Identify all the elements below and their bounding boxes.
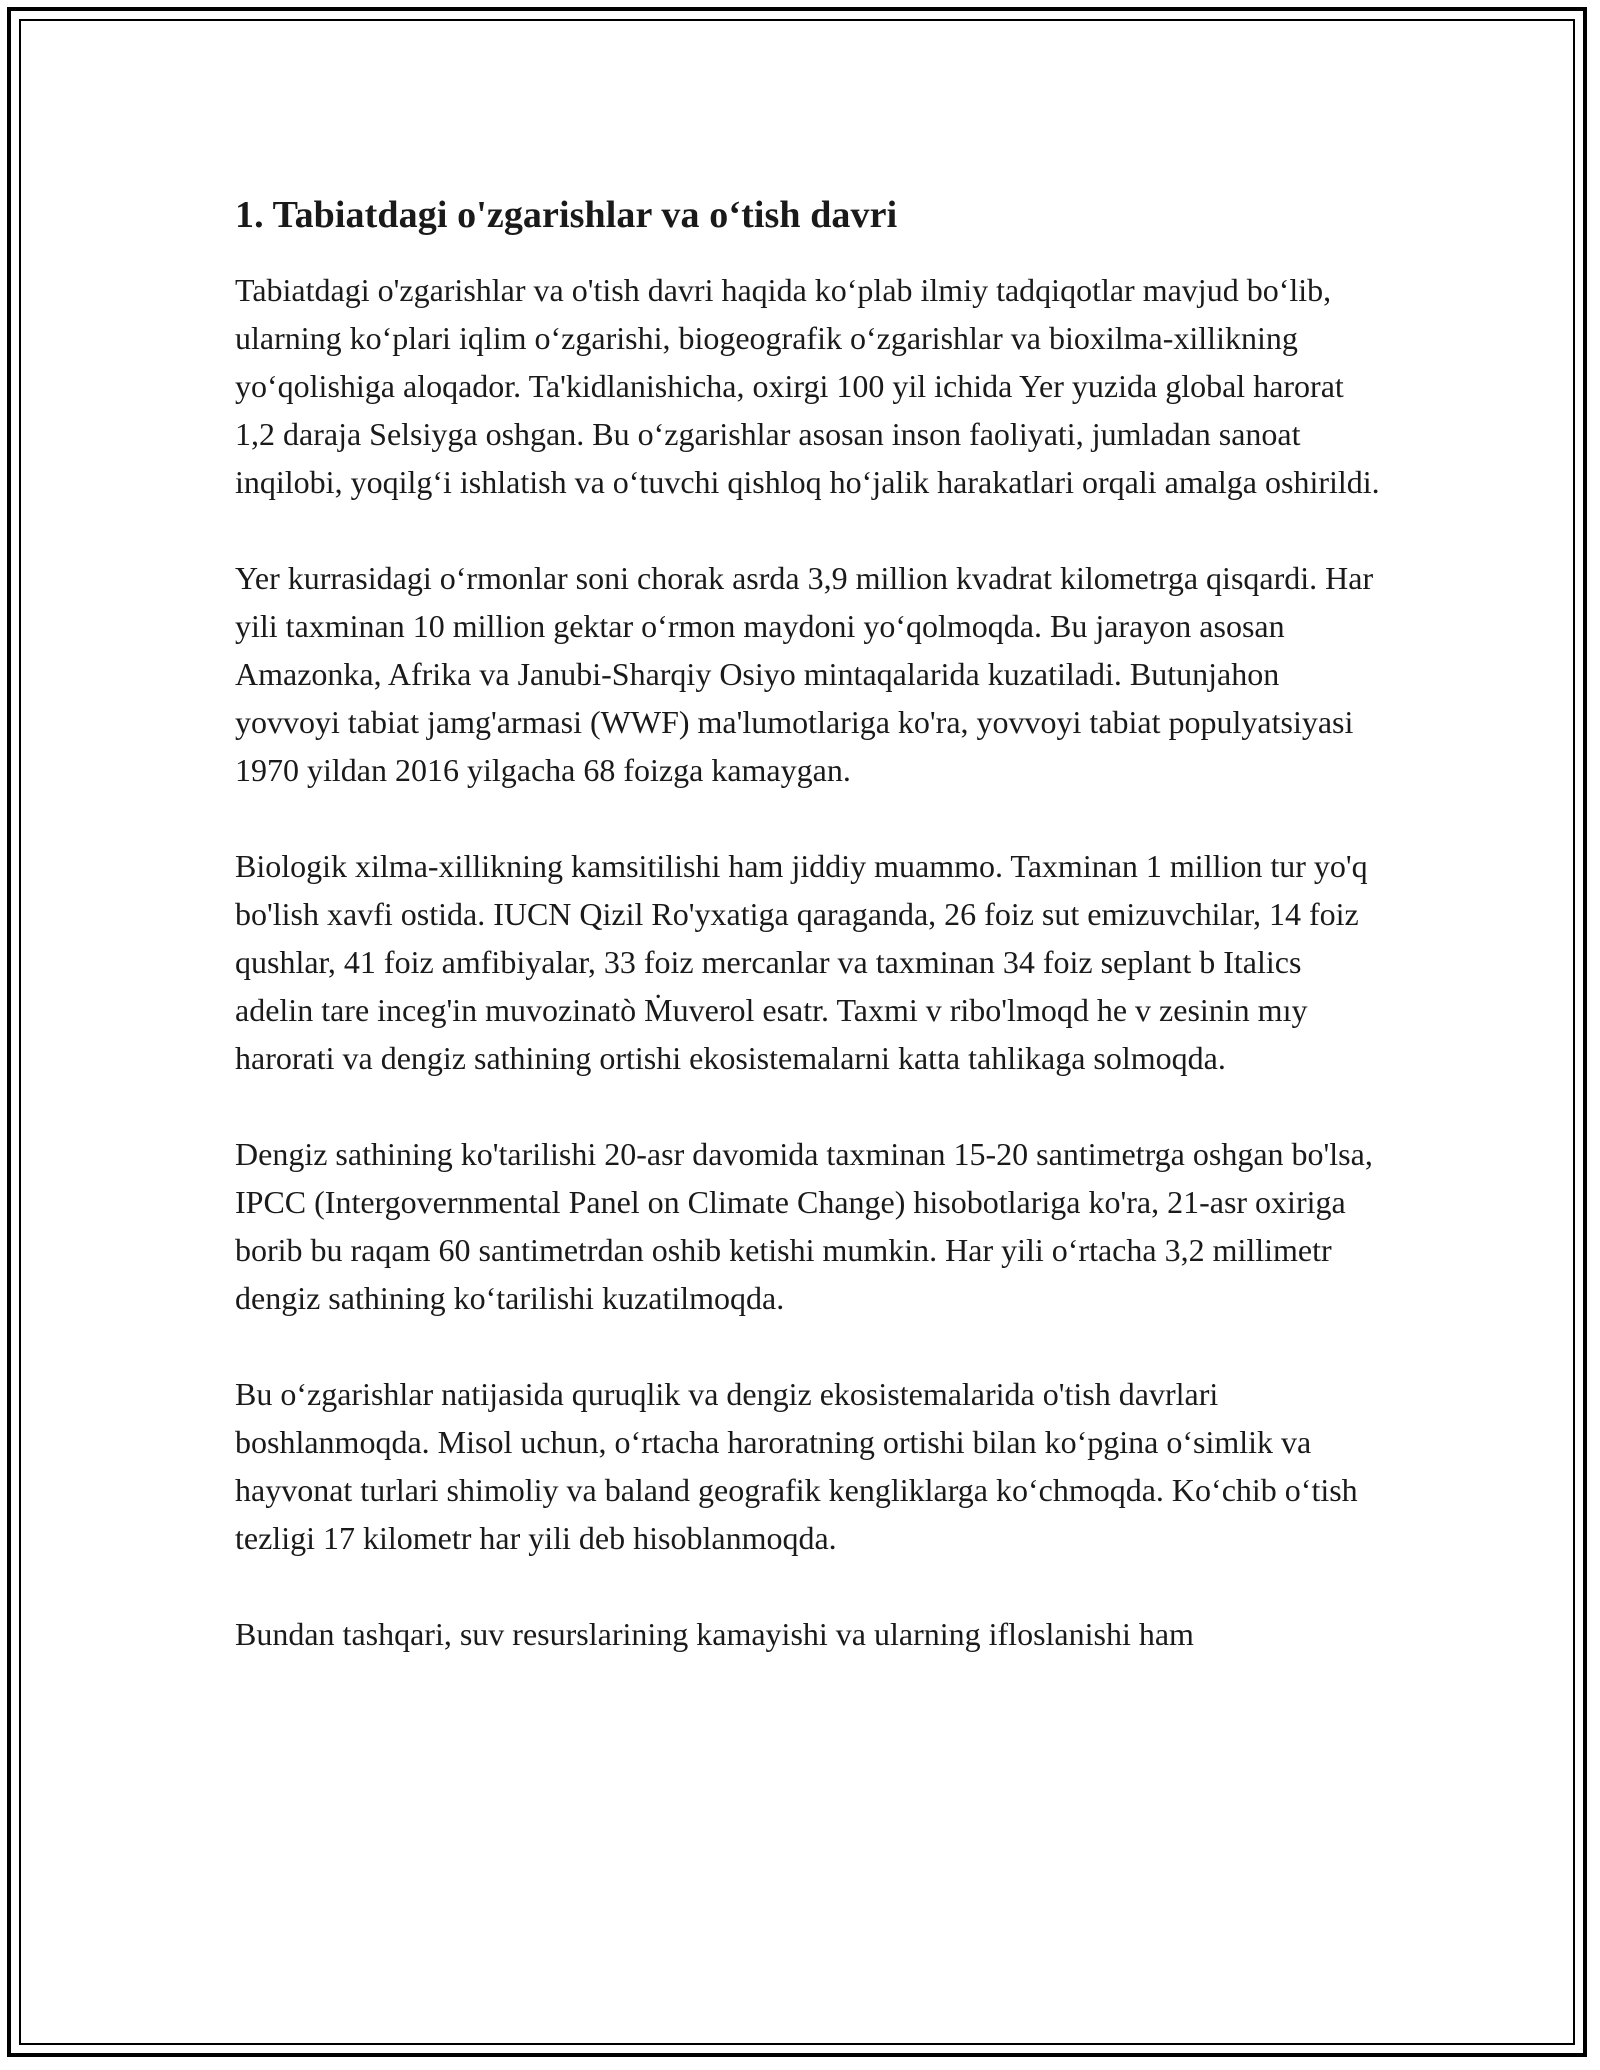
paragraph-sea-level: Dengiz sathining ko'tarilishi 20-asr davomida taxminan 15-20 santimetrga oshgan bo'lsa, IPCC (Intergovernmental Panel on Climate Change) hisobotlariga ko'ra, 21-asr oxiriga borib bu raqam 60 santimetrdan oshib ketishi mumkin. Har yili o‘rtacha 3,2 millimetr dengiz sathining ko‘tarilishi kuzatilmoqda.: [235, 1136, 1373, 1316]
paragraph-water-resources: Bundan tashqari, suv resurslarining kamayishi va ularning ifloslanishi ham: [235, 1616, 1194, 1652]
paragraph-ecosystem-transition: Bu o‘zgarishlar natijasida quruqlik va dengiz ekosistemalarida o'tish davrlari boshlanmoqda. Misol uchun, o‘rtacha haroratning ortishi bilan ko‘pgina o‘simlik va hayvonat turlari shimoliy va baland geografik kengliklarga ko‘chmoqda. Ko‘chib o‘tish tezligi 17 kilometr har yili deb hisoblanmoqda.: [235, 1376, 1358, 1556]
document-body: [235, 190, 1385, 1706]
paragraph-biodiversity: Biologik xilma-xillikning kamsitilishi ham jiddiy muammo. Taxminan 1 million tur yo'q bo'lish xavfi ostida. IUCN Qizil Ro'yxatiga qaraganda, 26 foiz sut emizuvchilar, 14 foiz qushlar, 41 foiz amfibiyalar, 33 foiz mercanlar va taxminan 34 foiz seplant b Italics adelin tare inceg'in muvozinatò Ṁuverol esatr. Taxmi v ribo'lmoqd he v zesinin mıy harorati va dengiz sathining ortishi ekosistemalarni katta tahlikaga solmoqda.: [235, 848, 1368, 1076]
section-heading: 1. Tabiatdagi o'zgarishlar va o‘tish davri: [235, 194, 898, 236]
paragraph-forests: Yer kurrasidagi o‘rmonlar soni chorak asrda 3,9 million kvadrat kilometrga qisqardi. Har yili taxminan 10 million gektar o‘rmon maydoni yo‘qolmoqda. Bu jarayon asosan Amazonka, Afrika va Janubi-Sharqiy Osiyo mintaqalarida kuzatiladi. Butunjahon yovvoyi tabiat jamg'armasi (WWF) ma'lumotlariga ko'ra, yovvoyi tabiat populyatsiyasi 1970 yildan 2016 yilgacha 68 foizga kamaygan.: [235, 560, 1374, 788]
paragraph-climate-change: Tabiatdagi o'zgarishlar va o'tish davri haqida ko‘plab ilmiy tadqiqotlar mavjud bo‘lib, ularning ko‘plari iqlim o‘zgarishi, biogeografik o‘zgarishlar va bioxilma-xillikning yo‘qolishiga aloqador. Ta'kidlanishicha, oxirgi 100 yil ichida Yer yuzida global harorat 1,2 daraja Selsiyga oshgan. Bu o‘zgarishlar asosan inson faoliyati, jumladan sanoat inqilobi, yoqilg‘i ishlatish va o‘tuvchi qishloq ho‘jalik harakatlari orqali amalga oshirildi.: [235, 272, 1380, 500]
